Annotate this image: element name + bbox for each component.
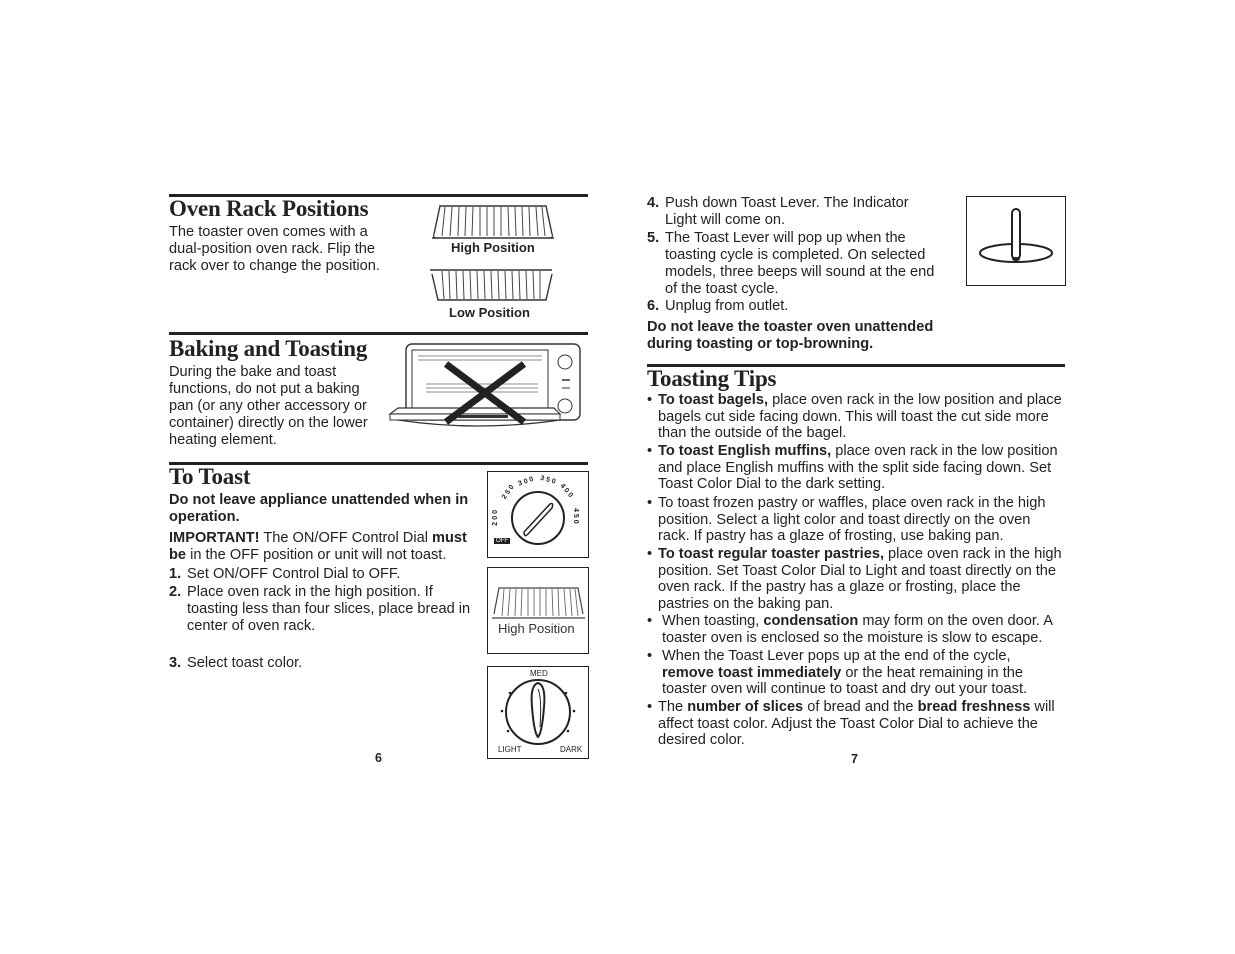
page-number-right: 7 [851, 752, 858, 766]
dial2-light-label: LIGHT [498, 745, 522, 754]
important-must: must be [169, 530, 467, 563]
dial-label-450: 450 [572, 508, 579, 526]
to-toast-warning: Do not leave appliance unattended when in operation. [169, 492, 469, 525]
step-number: 6. [647, 298, 660, 314]
bullet-dot: • [647, 648, 653, 664]
toast-color-dial-figure [487, 666, 589, 759]
step-text: Push down Toast Lever. The Indicator Light will come on. [665, 195, 909, 228]
tip-english-muffins [647, 443, 1067, 493]
dial-label-400: 400 [558, 482, 576, 501]
baking-title: Baking and Toasting [169, 336, 368, 361]
step-number: 4. [647, 195, 660, 211]
dial-label-200: 200 [492, 508, 499, 526]
dial-label-300: 300 [517, 475, 537, 488]
tip-bold: condensation [763, 613, 859, 629]
step-text: Place oven rack in the high position. If toasting less than four slices, place bread in center of oven rack. [187, 584, 471, 634]
tip-text: will affect toast color. Adjust the Toast Color Dial to achieve the desired color. [658, 699, 1055, 749]
important-label: IMPORTANT! [169, 530, 260, 546]
toast-step-4 [647, 195, 937, 229]
toast-step-1 [169, 566, 469, 583]
bullet-dot: • [647, 443, 653, 459]
bullet-dot: • [647, 392, 653, 408]
toast-step-5 [647, 230, 947, 298]
tip-pre: The [658, 699, 688, 715]
tip-bold: To toast regular toaster pastries, [658, 546, 884, 562]
high-position-rack-figure [487, 567, 589, 654]
important-note [169, 530, 481, 564]
dial-label-350: 350 [539, 474, 559, 487]
bullet-dot: • [647, 699, 653, 715]
step-number: 3. [169, 655, 182, 671]
tip-bagels [647, 392, 1067, 442]
bullet-dot: • [647, 546, 653, 562]
tip-condensation [647, 613, 1067, 646]
tip-bold: To toast English muffins, [658, 443, 832, 459]
tips-title: Toasting Tips [647, 366, 777, 391]
tip-mid: of bread and the [803, 699, 918, 715]
tip-text: or the heat remaining in the toaster oven will continue to toast and dry out your toast. [662, 664, 1028, 698]
toast-step-2 [169, 584, 471, 635]
rack-high-illustration [430, 202, 556, 244]
tip-bold: number of slices [687, 699, 804, 715]
tip-bold-2: bread freshness [917, 699, 1031, 715]
important-post: in the OFF position or unit will not toast. [186, 547, 447, 563]
high-position-caption: High Position [451, 240, 535, 255]
tip-text: place oven rack in the high position. Set Toast Color Dial to Light and toast directly on the oven rack. If the pastry has a glaze or frosting, place the pastries on the baking pan. [658, 546, 1062, 612]
important-pre: The ON/OFF Control Dial [259, 530, 432, 546]
step-number: 5. [647, 230, 660, 246]
step-number: 2. [169, 584, 182, 600]
dial2-med-label: MED [530, 669, 548, 678]
tip-remove-toast [647, 648, 1057, 698]
oven-rack-title: Oven Rack Positions [169, 196, 369, 221]
low-position-caption: Low Position [449, 305, 530, 320]
bullet-dot: • [647, 495, 653, 511]
tip-text: To toast frozen pastry or waffles, place oven rack in the high position. Select a light color and toast directly on the oven rack. If pastry has a glaze of frosting, use baking pan. [658, 495, 1046, 545]
dial-label-250: 250 [500, 482, 517, 501]
tip-pre: When the Toast Lever pops up at the end of the cycle, [662, 648, 1011, 664]
unattended-warning: Do not leave the toaster oven unattended during toasting or top-browning. [647, 319, 934, 352]
rack-box-caption: High Position [498, 621, 575, 636]
step-text: The Toast Lever will pop up when the toasting cycle is completed. On selected models, three beeps will sound at the end of the toast cycle. [665, 230, 935, 297]
dial-off-label: OFF [496, 538, 508, 544]
tip-bold: remove toast immediately [662, 664, 842, 681]
temperature-dial-figure [487, 471, 589, 558]
tip-text: may form on the oven door. A toaster oven is enclosed so the moisture is slow to escape. [662, 613, 1053, 646]
dial2-dark-label: DARK [560, 745, 583, 754]
tip-text: place oven rack in the low position and place English muffins with the split side facing down. Set Toast Color Dial to the dark setting. [658, 443, 1058, 493]
tip-slices-freshness [647, 699, 1065, 749]
tip-frozen-pastry [647, 495, 1062, 545]
tip-text: place oven rack in the low position and place bagels cut side facing down. This will toast the cut side more than the outside of the bagel. [658, 392, 1062, 442]
toast-step-6 [647, 298, 947, 315]
tip-pre: When toasting, [662, 613, 764, 629]
toaster-oven-no-pan-illustration [388, 342, 586, 434]
bullet-dot: • [647, 613, 653, 629]
rack-low-illustration [428, 264, 556, 304]
tip-bold: To toast bagels, [658, 392, 769, 408]
step-text: Unplug from outlet. [665, 298, 789, 314]
page-number-left: 6 [375, 751, 382, 765]
toast-lever-figure [966, 196, 1066, 286]
baking-body: During the bake and toast functions, do not put a baking pan (or any other accessory or container) directly on the lower heating element. [169, 364, 368, 448]
to-toast-title: To Toast [169, 464, 251, 489]
toast-step-3 [169, 655, 469, 672]
step-text: Select toast color. [187, 655, 303, 671]
step-number: 1. [169, 566, 182, 582]
tip-toaster-pastries [647, 546, 1065, 612]
oven-rack-body: The toaster oven comes with a dual-position oven rack. Flip the rack over to change the position. [169, 224, 380, 274]
step-text: Set ON/OFF Control Dial to OFF. [187, 566, 401, 582]
baking-rule [169, 332, 588, 335]
